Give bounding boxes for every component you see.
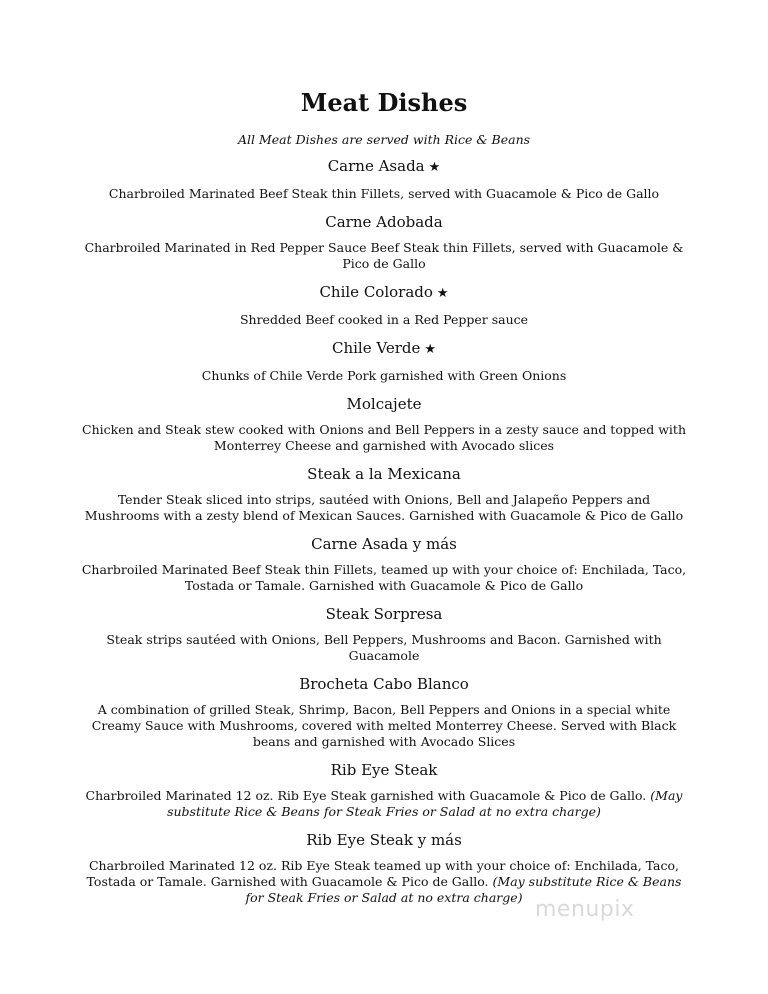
menu-item-description-text: Steak strips sautéed with Onions, Bell Peppers, Mushrooms and Bacon. Garnished with Guacamole	[106, 632, 662, 663]
menu-item-description-text: A combination of grilled Steak, Shrimp, Bacon, Bell Peppers and Onions in a special white Creamy Sauce with Mushrooms, covered with melted Monterrey Cheese. Served with Black beans and garnished with Avocado Slices	[91, 702, 677, 749]
dish-list	[80, 156, 688, 906]
menu-item-name	[80, 674, 688, 694]
menu-item-description	[80, 788, 688, 820]
menu-item-name	[80, 760, 688, 780]
menu-item-description	[80, 422, 688, 454]
menu-item-description-text: Chunks of Chile Verde Pork garnished with Green Onions	[201, 368, 567, 383]
menu-item	[80, 156, 688, 202]
star-icon: ★	[424, 342, 436, 357]
menu-item-name	[80, 464, 688, 484]
menu-item	[80, 604, 688, 664]
menu-item-note: (May substitute Rice & Beans for Steak Fries or Salad at no extra charge)	[245, 874, 682, 905]
page-title: Meat Dishes	[300, 88, 468, 117]
menu-page	[80, 88, 688, 916]
menu-item-name	[80, 338, 688, 360]
menu-item-description-text: Tender Steak sliced into strips, sautéed with Onions, Bell and Jalapeño Peppers and Mushrooms with a zesty blend of Mexican Sauces. Garnished with Guacamole & Pico de Gallo	[84, 492, 684, 523]
menu-item-description-text: Charbroiled Marinated 12 oz. Rib Eye Steak teamed up with your choice of: Enchilada, Taco, Tostada or Tamale. Garnished with Guacamole & Pico de Gallo.	[86, 858, 680, 889]
menu-item-description-text: Charbroiled Marinated Beef Steak thin Fillets, teamed up with your choice of: Enchilada, Taco, Tostada or Tamale. Garnished with Guacamole & Pico de Gallo	[81, 562, 687, 593]
menu-item	[80, 830, 688, 906]
menu-item-name	[80, 830, 688, 850]
menu-item-description	[80, 368, 688, 384]
menu-item	[80, 338, 688, 384]
menu-item-description	[80, 186, 688, 202]
menu-item-name-text: Molcajete	[346, 395, 422, 413]
menu-subtitle: All Meat Dishes are served with Rice & Beans	[237, 132, 531, 147]
menu-item-note: (May substitute Rice & Beans for Steak Fries or Salad at no extra charge)	[167, 788, 683, 819]
star-icon: ★	[436, 286, 449, 301]
menu-item-name-text: Rib Eye Steak y más	[306, 831, 462, 849]
menu-item-name-text: Carne Adobada	[325, 213, 443, 231]
menu-item-description	[80, 562, 688, 594]
menu-item-name-text: Steak a la Mexicana	[307, 465, 461, 483]
menu-item-name-text: Steak Sorpresa	[325, 605, 443, 623]
menu-item	[80, 394, 688, 454]
menu-item	[80, 674, 688, 750]
menu-item	[80, 282, 688, 328]
menu-item-name-text: Brocheta Cabo Blanco	[299, 675, 469, 693]
menu-item-description-text: Charbroiled Marinated in Red Pepper Sauce Beef Steak thin Fillets, served with Guacamole & Pico de Gallo	[84, 240, 684, 271]
menu-item-name-text: Chile Verde	[331, 339, 421, 357]
menu-item-description	[80, 240, 688, 272]
menu-item-name	[80, 212, 688, 232]
menu-item-description	[80, 312, 688, 328]
menu-item-name-text: Carne Asada y más	[311, 535, 457, 553]
star-icon: ★	[428, 160, 441, 175]
menu-item-name	[80, 534, 688, 554]
menu-item-name	[80, 604, 688, 624]
menu-item	[80, 534, 688, 594]
menu-item-name-text: Carne Asada	[327, 157, 425, 175]
menu-item-description-text: Charbroiled Marinated Beef Steak thin Fillets, served with Guacamole & Pico de Gallo	[108, 186, 660, 201]
menu-item	[80, 212, 688, 272]
menu-item-description	[80, 632, 688, 664]
menu-item-description-text: Shredded Beef cooked in a Red Pepper sauce	[239, 312, 529, 327]
menu-item-description-text: Charbroiled Marinated 12 oz. Rib Eye Steak garnished with Guacamole & Pico de Gallo.	[85, 788, 647, 803]
watermark-logo: menupix	[535, 897, 635, 922]
menu-item-name-text: Rib Eye Steak	[330, 761, 438, 779]
menu-item-name	[80, 282, 688, 304]
menu-item	[80, 464, 688, 524]
menu-item-description-text: Chicken and Steak stew cooked with Onions and Bell Peppers in a zesty sauce and topped with Monterrey Cheese and garnished with Avocado slices	[82, 422, 686, 453]
menu-item-name-text: Chile Colorado	[319, 283, 433, 301]
menu-item-name	[80, 394, 688, 414]
menu-item-description	[80, 492, 688, 524]
menu-item-name	[80, 156, 688, 178]
menu-item	[80, 760, 688, 820]
menu-item-description	[80, 702, 688, 750]
